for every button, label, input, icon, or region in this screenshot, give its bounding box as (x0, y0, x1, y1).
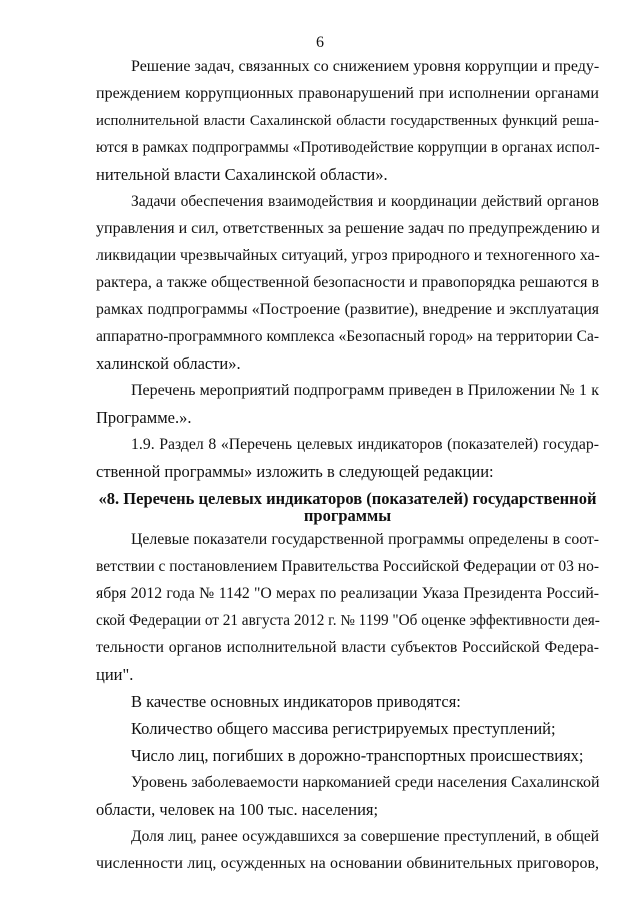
paragraph-line: Перечень мероприятий подпрограмм приведен в Приложении № 1 к (131, 382, 599, 399)
paragraph-line: ются в рамках подпрограммы «Противодействие коррупции в органах испол- (96, 139, 600, 156)
paragraph-line: аппаратно-программного комплекса «Безопасный город» на территории Са- (96, 328, 599, 345)
paragraph-line: Решение задач, связанных со снижением уровня коррупции и преду- (131, 58, 600, 75)
section-heading: программы (303, 506, 392, 525)
paragraph-line: рактера, а также общественной безопасности и правопорядка решаются в (96, 274, 599, 291)
paragraph-line: Целевые показатели государственной программы определены в соот- (131, 531, 599, 548)
paragraph-line: управления и сил, ответственных за решение задач по предупреждению и (96, 220, 600, 237)
page-number: 6 (316, 34, 324, 51)
paragraph-line: рамках подпрограммы «Построение (развитие), внедрение и эксплуатация (96, 301, 599, 318)
paragraph-line: Уровень заболеваемости наркоманией среди населения Сахалинской (131, 774, 600, 791)
paragraph-line: В качестве основных индикаторов приводятся: (131, 692, 461, 711)
paragraph-line: Программе.». (96, 408, 192, 427)
paragraph-line: Количество общего массива регистрируемых преступлений; (131, 719, 556, 738)
paragraph-line: области, человек на 100 тыс. населения; (96, 800, 379, 819)
paragraph-line: ветствии с постановлением Правительства Российской Федерации от 03 но- (96, 558, 599, 575)
paragraph-line: Задачи обеспечения взаимодействия и координации действий органов (131, 193, 599, 210)
paragraph-line: 1.9. Раздел 8 «Перечень целевых индикаторов (показателей) государ- (131, 436, 599, 453)
paragraph-line: ября 2012 года № 1142 "О мерах по реализации Указа Президента Россий- (96, 585, 599, 602)
paragraph-line: Число лиц, погибших в дорожно-транспортных происшествиях; (131, 746, 584, 765)
paragraph-line: нительной власти Сахалинской области». (96, 165, 388, 184)
paragraph-line: преждением коррупционных правонарушений при исполнении органами (96, 85, 599, 102)
paragraph-line: халинской области». (96, 354, 241, 373)
paragraph-line: ликвидации чрезвычайных ситуаций, угроз природного и техногенного ха- (96, 247, 600, 264)
section-heading: «8. Перечень целевых индикаторов (показателей) государственной (98, 489, 597, 508)
paragraph-line: тельности органов исполнительной власти субъектов Российской Федера- (96, 639, 599, 656)
paragraph-line: ственной программы» изложить в следующей редакции: (96, 462, 494, 481)
paragraph-line: исполнительной власти Сахалинской области государственных функций реша- (96, 113, 599, 129)
paragraph-line: ции". (96, 665, 134, 684)
paragraph-line: численности лиц, осужденных на основании обвинительных приговоров, (96, 855, 599, 872)
paragraph-line: Доля лиц, ранее осуждавшихся за совершение преступлений, в общей (131, 828, 599, 845)
paragraph-line: ской Федерации от 21 августа 2012 г. № 1199 "Об оценке эффективности дея- (96, 612, 600, 629)
